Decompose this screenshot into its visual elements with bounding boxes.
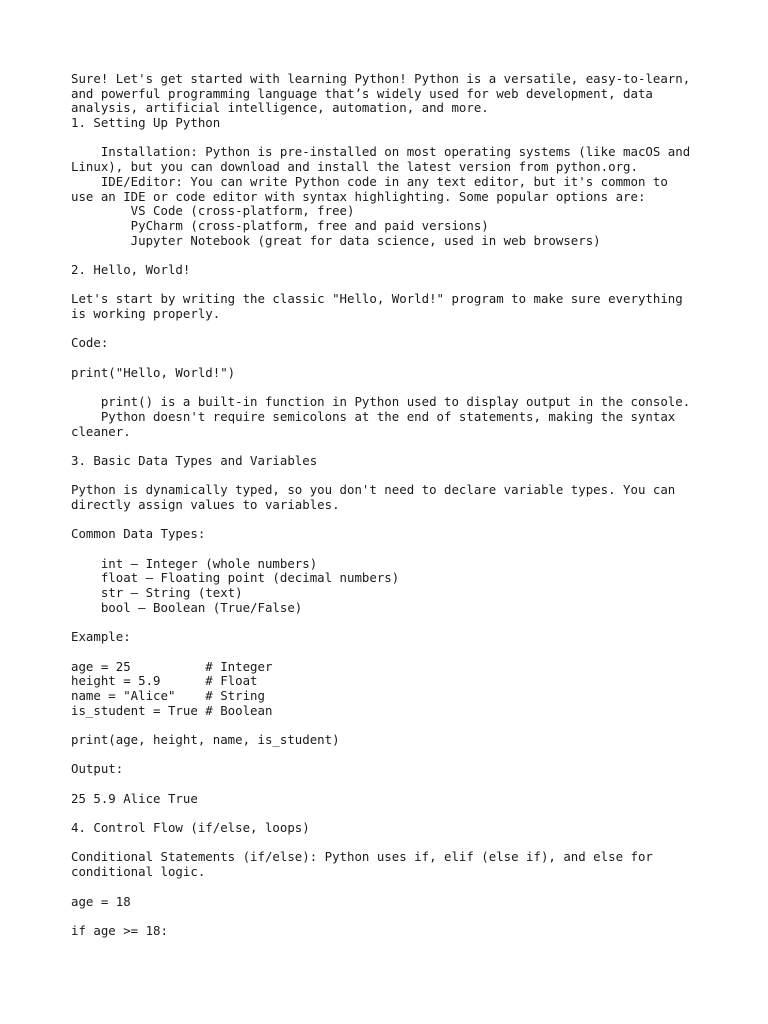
text-line: Common Data Types: <box>71 526 206 542</box>
list-item: float – Floating point (decimal numbers) <box>71 570 400 586</box>
list-item: PyCharm (cross-platform, free and paid versions) <box>71 217 489 233</box>
blank-line <box>71 439 761 454</box>
text-line: directly assign values to variables. <box>71 496 340 512</box>
section-heading: 2. Hello, World! <box>71 261 191 277</box>
code-line: is_student = True # Boolean <box>71 702 273 718</box>
section-heading: 4. Control Flow (if/else, loops) <box>71 820 310 836</box>
text-line: Python is dynamically typed, so you don't need to declare variable types. You can <box>71 482 676 498</box>
blank-line <box>71 542 761 557</box>
blank-line <box>71 248 761 263</box>
blank-line <box>71 806 761 821</box>
text-line: Linux), but you can download and install the latest version from python.org. <box>71 159 638 175</box>
blank-line <box>71 718 761 733</box>
text-line: Output: <box>71 761 124 777</box>
list-item: VS Code (cross-platform, free) <box>71 203 355 219</box>
text-line: cleaner. <box>71 423 131 439</box>
blank-line <box>71 777 761 792</box>
list-item: str – String (text) <box>71 585 243 601</box>
text-line: and powerful programming language that’s widely used for web development, data <box>71 85 653 101</box>
section-heading: 3. Basic Data Types and Variables <box>71 452 318 468</box>
list-item: Jupyter Notebook (great for data science, used in web browsers) <box>71 232 601 248</box>
code-line: print(age, height, name, is_student) <box>71 731 340 747</box>
code-line: name = "Alice" # String <box>71 687 265 703</box>
code-line: height = 5.9 # Float <box>71 673 258 689</box>
code-output-line: 25 5.9 Alice True <box>71 790 198 806</box>
code-line: if age >= 18: <box>71 922 168 938</box>
blank-line <box>71 322 761 337</box>
list-item: bool – Boolean (True/False) <box>71 599 303 615</box>
text-line: Installation: Python is pre-installed on most operating systems (like macOS and <box>71 144 691 160</box>
text-line: analysis, artificial intelligence, automation, and more. <box>71 100 489 116</box>
code-line: print("Hello, World!") <box>71 364 236 380</box>
list-item: int – Integer (whole numbers) <box>71 555 318 571</box>
text-line: Code: <box>71 335 109 351</box>
blank-line <box>71 909 761 924</box>
text-line: IDE/Editor: You can write Python code in any text editor, but it's common to <box>71 173 668 189</box>
text-line: Sure! Let's get started with learning Python! Python is a versatile, easy-to-learn, <box>71 71 691 86</box>
text-line: use an IDE or code editor with syntax highlighting. Some popular options are: <box>71 188 646 204</box>
text-line: is working properly. <box>71 306 221 321</box>
blank-line <box>71 351 761 366</box>
text-line: Conditional Statements (if/else): Python uses if, elif (else if), and else for <box>71 849 653 865</box>
text-line: Python doesn't require semicolons at the end of statements, making the syntax <box>71 408 676 424</box>
blank-line <box>71 645 761 660</box>
code-line: age = 25 # Integer <box>71 658 273 674</box>
blank-line <box>71 615 761 630</box>
text-line: print() is a built-in function in Python used to display output in the console. <box>71 394 691 410</box>
text-line: conditional logic. <box>71 864 206 880</box>
blank-line <box>71 513 761 528</box>
section-heading: 1. Setting Up Python <box>71 115 221 131</box>
blank-line <box>71 131 761 146</box>
blank-line <box>71 469 761 484</box>
document-page <box>71 72 761 939</box>
code-line: age = 18 <box>71 893 131 909</box>
blank-line <box>71 278 761 293</box>
blank-line <box>71 380 761 395</box>
blank-line <box>71 880 761 895</box>
blank-line <box>71 836 761 851</box>
blank-line <box>71 748 761 763</box>
text-line: Let's start by writing the classic "Hello, World!" program to make sure everything <box>71 291 683 307</box>
text-line: Example: <box>71 629 131 645</box>
